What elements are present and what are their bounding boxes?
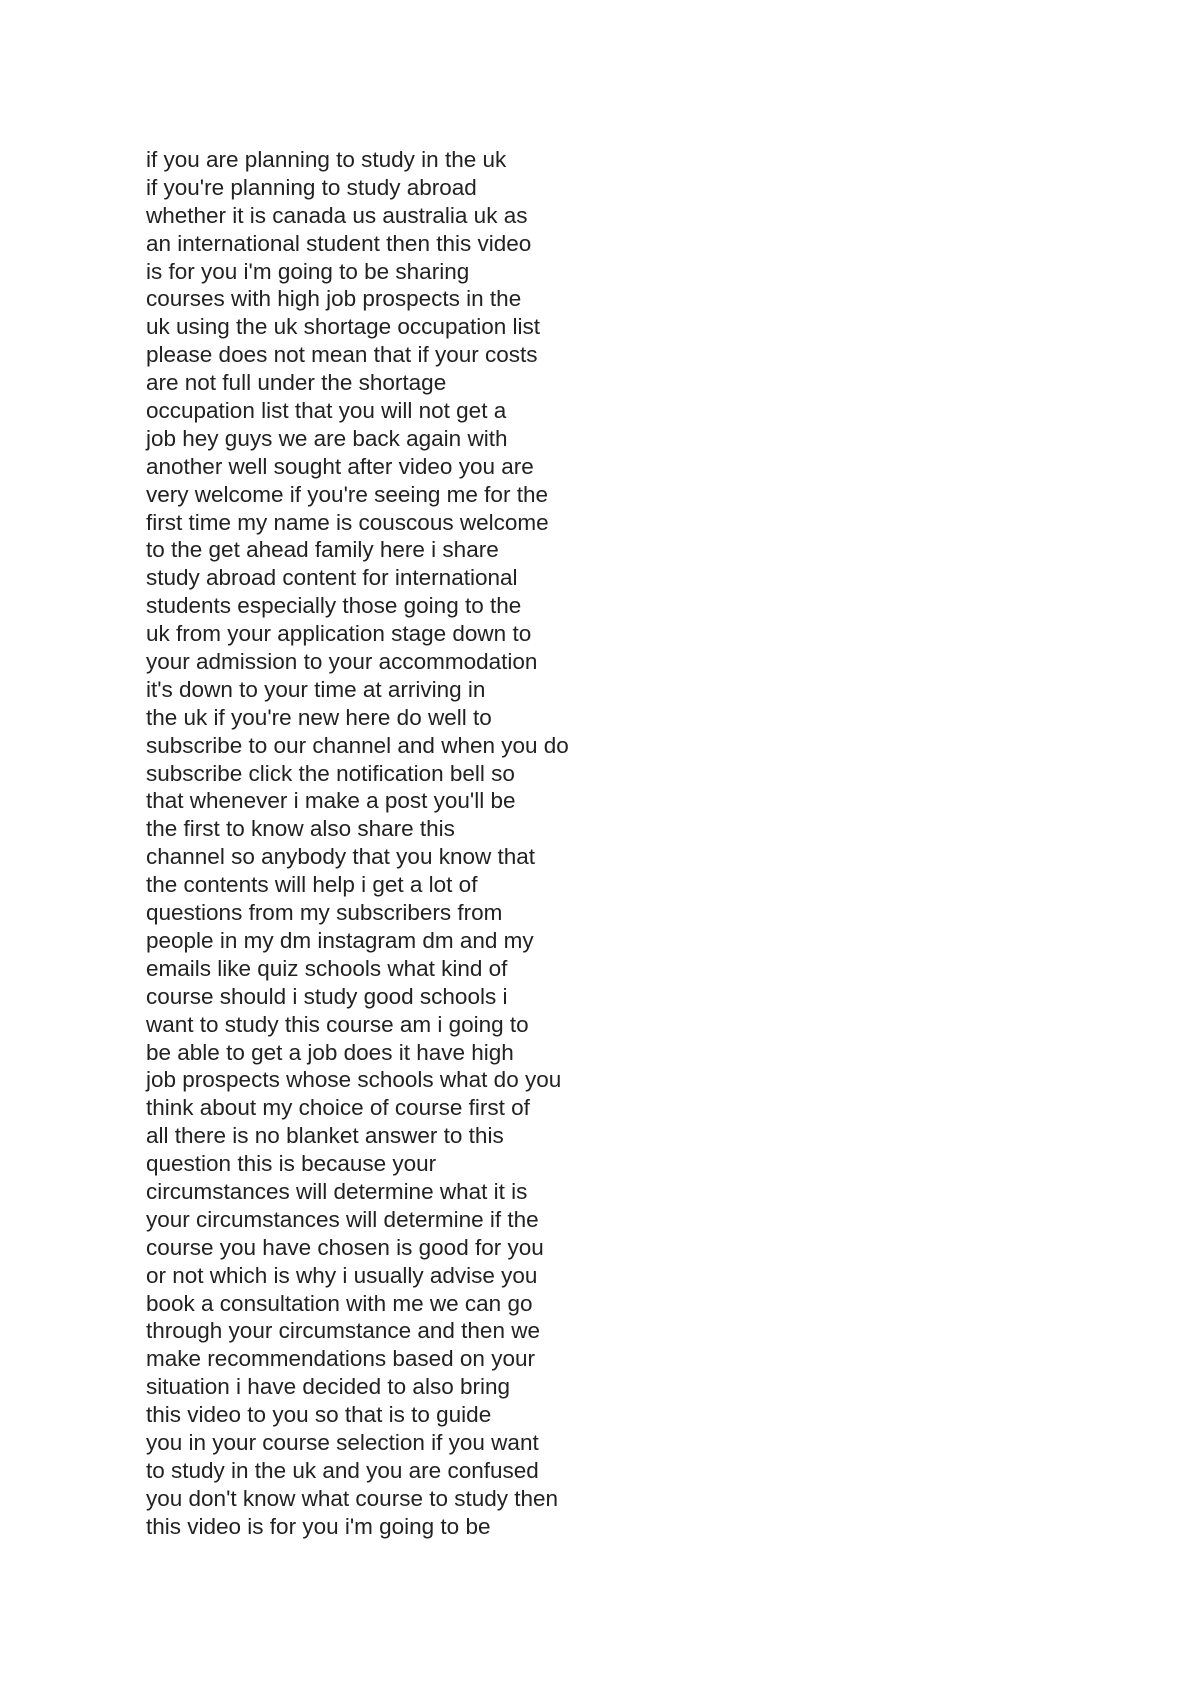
transcript-line: the contents will help i get a lot of <box>146 872 478 898</box>
transcript-line: an international student then this video <box>146 230 532 256</box>
transcript-line: you don't know what course to study then <box>146 1485 559 1511</box>
transcript-line: subscribe to our channel and when you do <box>146 732 569 758</box>
transcript-line: whether it is canada us australia uk as <box>146 202 528 228</box>
transcript-line: or not which is why i usually advise you <box>146 1262 538 1288</box>
transcript-text-block <box>146 146 846 1541</box>
transcript-line: job prospects whose schools what do you <box>146 1067 562 1093</box>
transcript-line: channel so anybody that you know that <box>146 844 536 870</box>
transcript-line: the uk if you're new here do well to <box>146 704 492 730</box>
transcript-line: students especially those going to the <box>146 593 522 619</box>
transcript-line: all there is no blanket answer to this <box>146 1123 504 1149</box>
transcript-line: is for you i'm going to be sharing <box>146 258 470 284</box>
transcript-line: circumstances will determine what it is <box>146 1178 528 1204</box>
transcript-line: if you are planning to study in the uk <box>146 147 507 172</box>
transcript-line: uk using the uk shortage occupation list <box>146 314 540 340</box>
transcript-line: first time my name is couscous welcome <box>146 509 549 535</box>
transcript-line: it's down to your time at arriving in <box>146 676 486 702</box>
transcript-line: the first to know also share this <box>146 816 455 842</box>
transcript-line: questions from my subscribers from <box>146 900 503 926</box>
transcript-line: through your circumstance and then we <box>146 1318 540 1344</box>
transcript-line: courses with high job prospects in the <box>146 286 522 312</box>
transcript-line: please does not mean that if your costs <box>146 342 538 368</box>
transcript-line: book a consultation with me we can go <box>146 1290 533 1316</box>
transcript-line: you in your course selection if you want <box>146 1429 539 1455</box>
transcript-line: question this is because your <box>146 1151 437 1177</box>
transcript-line: job hey guys we are back again with <box>146 425 508 451</box>
transcript-line: are not full under the shortage <box>146 370 447 396</box>
transcript-line: subscribe click the notification bell so <box>146 760 515 786</box>
transcript-line: this video is for you i'm going to be <box>146 1513 491 1539</box>
transcript-line: make recommendations based on your <box>146 1346 535 1372</box>
transcript-line: course you have chosen is good for you <box>146 1234 544 1260</box>
transcript-line: situation i have decided to also bring <box>146 1374 510 1400</box>
transcript-line: uk from your application stage down to <box>146 621 532 647</box>
transcript-line: study abroad content for international <box>146 565 518 591</box>
transcript-line: to the get ahead family here i share <box>146 537 499 563</box>
transcript-line: another well sought after video you are <box>146 453 534 479</box>
transcript-line: your admission to your accommodation <box>146 649 538 675</box>
transcript-line: occupation list that you will not get a <box>146 398 507 424</box>
transcript-line: your circumstances will determine if the <box>146 1206 539 1232</box>
transcript-line: to study in the uk and you are confused <box>146 1457 539 1483</box>
transcript-line: think about my choice of course first of <box>146 1095 530 1121</box>
transcript-line: be able to get a job does it have high <box>146 1039 514 1065</box>
transcript-line: this video to you so that is to guide <box>146 1402 492 1428</box>
transcript-line: course should i study good schools i <box>146 983 508 1009</box>
transcript-line: if you're planning to study abroad <box>146 174 477 200</box>
transcript-line: emails like quiz schools what kind of <box>146 955 508 981</box>
transcript-line: want to study this course am i going to <box>146 1011 529 1037</box>
transcript-line: very welcome if you're seeing me for the <box>146 481 548 507</box>
transcript-line: that whenever i make a post you'll be <box>146 788 516 814</box>
transcript-line: people in my dm instagram dm and my <box>146 927 534 953</box>
